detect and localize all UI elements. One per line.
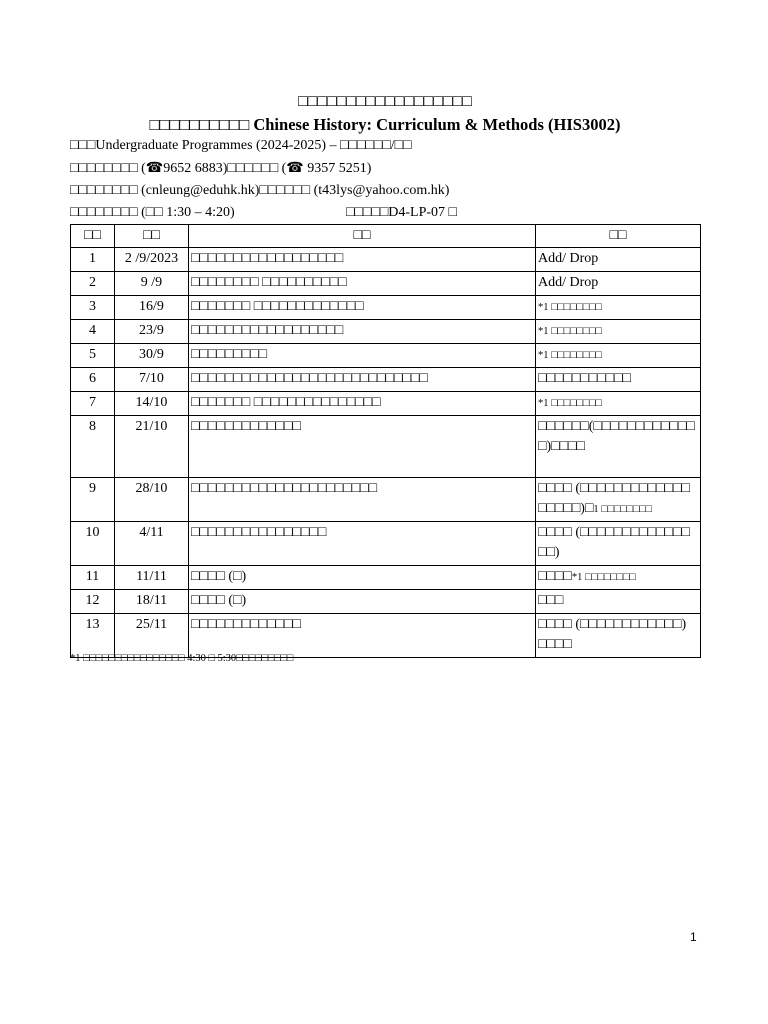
- cell-date: 21/10: [115, 416, 189, 478]
- table-row: [71, 344, 701, 368]
- table-row: [71, 614, 701, 658]
- remark-note: *1 □□□□□□□□: [571, 572, 636, 583]
- header-remark: □□: [536, 225, 701, 248]
- venue-line: □□□□□D4-LP-07 □: [346, 205, 458, 220]
- cell-date: 23/9: [115, 320, 189, 344]
- cell-remark: [536, 614, 701, 658]
- cell-date: 25/11: [115, 614, 189, 658]
- remark-note: *1 □□□□□□□□: [538, 326, 602, 337]
- page-number: 1: [690, 930, 697, 944]
- cell-topic: □□□□□□□□□□□□□: [189, 614, 536, 658]
- cell-topic: □□□□□□□□□□□□□□□□□□□□□□□□□□□□: [189, 368, 536, 392]
- time-line: □□□□□□□□ (□□ 1:30 – 4:20): [70, 205, 235, 220]
- email-line: □□□□□□□□ (cnleung@eduhk.hk)□□□□□□ (t43lys@yahoo.com.hk): [70, 183, 450, 198]
- cell-week: 12: [71, 590, 115, 614]
- cell-remark: [536, 248, 701, 272]
- course-title: [70, 115, 700, 135]
- cell-topic: □□□□□□□□□□□□□□□□□□: [189, 320, 536, 344]
- footnote: *1 □□□□□□□□□□□□□□□□ 4:30 □ 5:30□□□□□□□□□: [70, 653, 294, 664]
- table-header-row: [71, 225, 701, 248]
- remark-text: □□□□ (□□□□□□□□□□□□□□□): [538, 525, 690, 560]
- cell-remark: [536, 566, 701, 590]
- cell-date: 16/9: [115, 296, 189, 320]
- course-title-cjk: □□□□□□□□□□: [149, 115, 250, 134]
- remark-note: *1 □□□□□□□□: [538, 302, 602, 313]
- remark-text: □□□: [538, 593, 564, 608]
- table-row: [71, 392, 701, 416]
- cell-week: 4: [71, 320, 115, 344]
- cell-date: 4/11: [115, 522, 189, 566]
- header-week: □□: [71, 225, 115, 248]
- remark-note: *1 □□□□□□□□: [538, 398, 602, 409]
- cell-topic: □□□□□□□□□□□□□□□□□□□□□□: [189, 478, 536, 522]
- cell-week: 5: [71, 344, 115, 368]
- remark-text: □□□□ (□□□□□□□□□□□□) □□□□: [538, 617, 687, 652]
- cell-topic: □□□□ (□): [189, 566, 536, 590]
- cell-date: 14/10: [115, 392, 189, 416]
- table-row: [71, 248, 701, 272]
- remark-text: □□□□□□(□□□□□□□□□□□□□)□□□□: [538, 419, 695, 454]
- schedule-table: [70, 224, 701, 658]
- cell-week: 9: [71, 478, 115, 522]
- cell-topic: □□□□□□□□□: [189, 344, 536, 368]
- cell-week: 6: [71, 368, 115, 392]
- cell-date: 7/10: [115, 368, 189, 392]
- table-row: [71, 416, 701, 478]
- cell-week: 7: [71, 392, 115, 416]
- cell-remark: [536, 272, 701, 296]
- cell-week: 13: [71, 614, 115, 658]
- table-row: [71, 296, 701, 320]
- remark-note: 1 □□□□□□□□: [593, 504, 653, 515]
- table-row: [71, 590, 701, 614]
- cell-date: 11/11: [115, 566, 189, 590]
- table-row: [71, 272, 701, 296]
- table-row: [71, 320, 701, 344]
- cell-week: 1: [71, 248, 115, 272]
- cell-week: 2: [71, 272, 115, 296]
- cell-date: 28/10: [115, 478, 189, 522]
- cell-date: 30/9: [115, 344, 189, 368]
- cell-date: 9 /9: [115, 272, 189, 296]
- cell-remark: [536, 392, 701, 416]
- cell-date: 18/11: [115, 590, 189, 614]
- table-row: [71, 566, 701, 590]
- cell-week: 8: [71, 416, 115, 478]
- programme-line: □□□Undergraduate Programmes (2024-2025) – □□□□□□/□□: [70, 138, 412, 153]
- cell-date: 2 /9/2023: [115, 248, 189, 272]
- cell-topic: □□□□□□□□□□□□□: [189, 416, 536, 478]
- remark-note: *1 □□□□□□□□: [538, 350, 602, 361]
- cell-topic: □□□□ (□): [189, 590, 536, 614]
- cell-remark: [536, 478, 701, 522]
- cell-remark: [536, 590, 701, 614]
- document-title: □□□□□□□□□□□□□□□□□□: [298, 93, 472, 110]
- cell-remark: [536, 296, 701, 320]
- cell-week: 3: [71, 296, 115, 320]
- cell-remark: [536, 522, 701, 566]
- remark-text: □□□□: [538, 569, 572, 584]
- cell-topic: □□□□□□□□ □□□□□□□□□□: [189, 272, 536, 296]
- cell-topic: □□□□□□□ □□□□□□□□□□□□□□□: [189, 392, 536, 416]
- cell-topic: □□□□□□□ □□□□□□□□□□□□□: [189, 296, 536, 320]
- table-row: [71, 522, 701, 566]
- cell-remark: [536, 368, 701, 392]
- phone-line: □□□□□□□□ (☎9652 6883)□□□□□□ (☎ 9357 5251): [70, 161, 372, 176]
- remark-text: □□□□□□□□□□□: [538, 371, 632, 386]
- remark-text: Add/ Drop: [538, 275, 599, 290]
- header-date: □□: [115, 225, 189, 248]
- cell-week: 10: [71, 522, 115, 566]
- table-row: [71, 368, 701, 392]
- course-title-en: Chinese History: Curriculum & Methods (HIS3002): [249, 115, 621, 134]
- cell-topic: □□□□□□□□□□□□□□□□□□: [189, 248, 536, 272]
- header-topic: □□: [189, 225, 536, 248]
- cell-remark: [536, 320, 701, 344]
- cell-topic: □□□□□□□□□□□□□□□□: [189, 522, 536, 566]
- remark-text: □□□□ (□□□□□□□□□□□□□□□□□□)□: [538, 481, 690, 516]
- cell-remark: [536, 344, 701, 368]
- remark-text: Add/ Drop: [538, 251, 599, 266]
- cell-remark: [536, 416, 701, 478]
- table-row: [71, 478, 701, 522]
- cell-week: 11: [71, 566, 115, 590]
